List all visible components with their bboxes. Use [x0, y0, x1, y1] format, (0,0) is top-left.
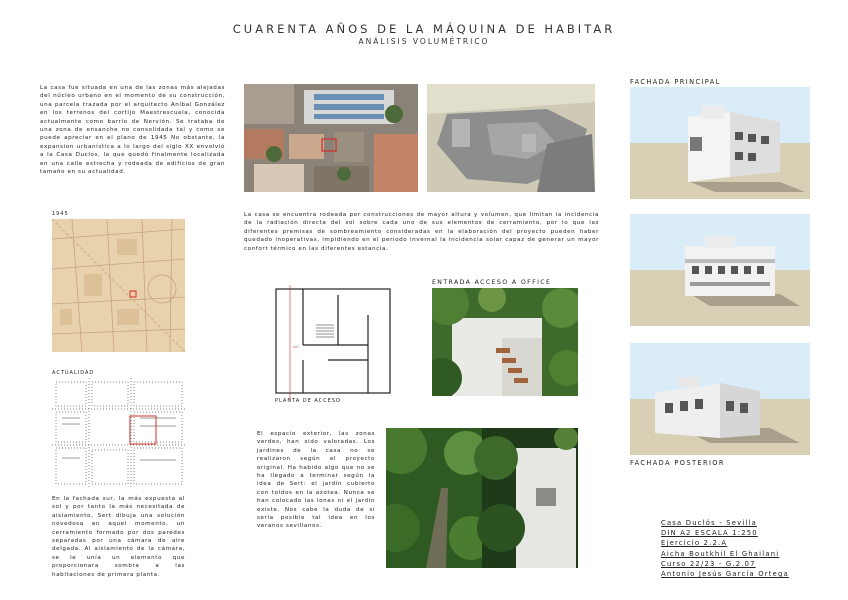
- entrance-photo: [432, 288, 578, 396]
- fachada-posterior-label: FACHADA POSTERIOR: [630, 459, 725, 467]
- map-actualidad: [52, 378, 186, 488]
- garden-photos: [386, 428, 578, 568]
- garden-paragraph: El espacio exterior, las zonas verdes, han sido valoradas. Los jardines de la casa no se realizaron según el proyecto original. Ha habido algo que no se ha llegado a terminar según la idea de Sert: el jardín cubierto con toldos en la azotea. Nunca se han colocado las lonas ni el jardín existe. Nos cabe la duda de si sería posible tal idea en los veranos sevillanos.: [257, 431, 375, 530]
- south-facade-paragraph: En la fachada sur, la más expuesta al sol y por tanto la más necesitada de aislamiento, Sert dibuja una solución novedosa en aquel momento, un cerramiento formado por dos paredes separadas por una cámara de aire delgada. Al aislamiento de la cámara, se le unía un elemento que proporcionara sombra a las habitaciones de primera planta.: [52, 496, 185, 578]
- shadow-study-model: [427, 84, 595, 192]
- credit-line: Aicha Boutkhil El Ghailani: [661, 549, 780, 558]
- board-subtitle: ANÁLISIS VOLUMÉTRICO: [358, 37, 490, 46]
- entrance-label: ENTRADA ACCESO A OFFICE: [432, 279, 552, 286]
- intro-paragraph: La casa fue situada en una de las zonas más alejadas del núcleo urbano en el momento de su construcción, una parcela trazada por el arquitecto Aníbal González en los terrenos del cortijo Maestrescuela, conocida actualmente como barrio de Nervión. Se trataba de una zona de ensanche no consolidada tal y como se puede apreciar en el plano de 1945 No obstante, la expansion urbanística a lo largo del siglo XX envolvió a la Casa Duclos, la que quedó finalmente localizada en una calle estrecha y rodeada de edificios de gran tamaño en su actualidad.: [40, 85, 225, 176]
- model-fachada-principal: [630, 87, 810, 199]
- model-fachada-posterior: [630, 343, 810, 455]
- board-title: CUARENTA AÑOS DE LA MÁQUINA DE HABITAR: [232, 22, 616, 36]
- model-side-view: [630, 214, 810, 326]
- credit-line: Antonio Jesús García Ortega: [661, 570, 789, 579]
- credit-line: Curso 22/23 - G.2.07: [661, 559, 756, 568]
- map-1945-label: 1945: [52, 211, 69, 217]
- map-actualidad-label: ACTUALIDAD: [52, 370, 95, 376]
- credits-block: [661, 518, 789, 579]
- context-paragraph: La casa se encuentra rodeada por construcciones de mayor altura y volumen, que limitan la incidencia de la radiación directa del sol sobre cada uno de sus elementos de cerramiento, por lo que las diferentes premisas de sombreamiento consideradas en la elaboración del proyecto pueden haber quedado inoperativas, impidiendo en el periodo invernal la incidencia solar capaz de generar un mayor confort térmico en las diferentes estancia.: [244, 212, 599, 252]
- credit-line: Ejercicio 2.2.A: [661, 539, 728, 548]
- aerial-photo: [244, 84, 418, 192]
- credit-line: DIN A2 ESCALA 1:250: [661, 529, 758, 538]
- access-floor-plan: [268, 285, 398, 400]
- fachada-principal-label: FACHADA PRINCIPAL: [630, 78, 721, 86]
- credit-line: Casa Duclós - Sevilla: [661, 519, 757, 527]
- floor-plan-label: PLANTA DE ACCESO: [275, 398, 341, 404]
- map-1945: [52, 219, 185, 352]
